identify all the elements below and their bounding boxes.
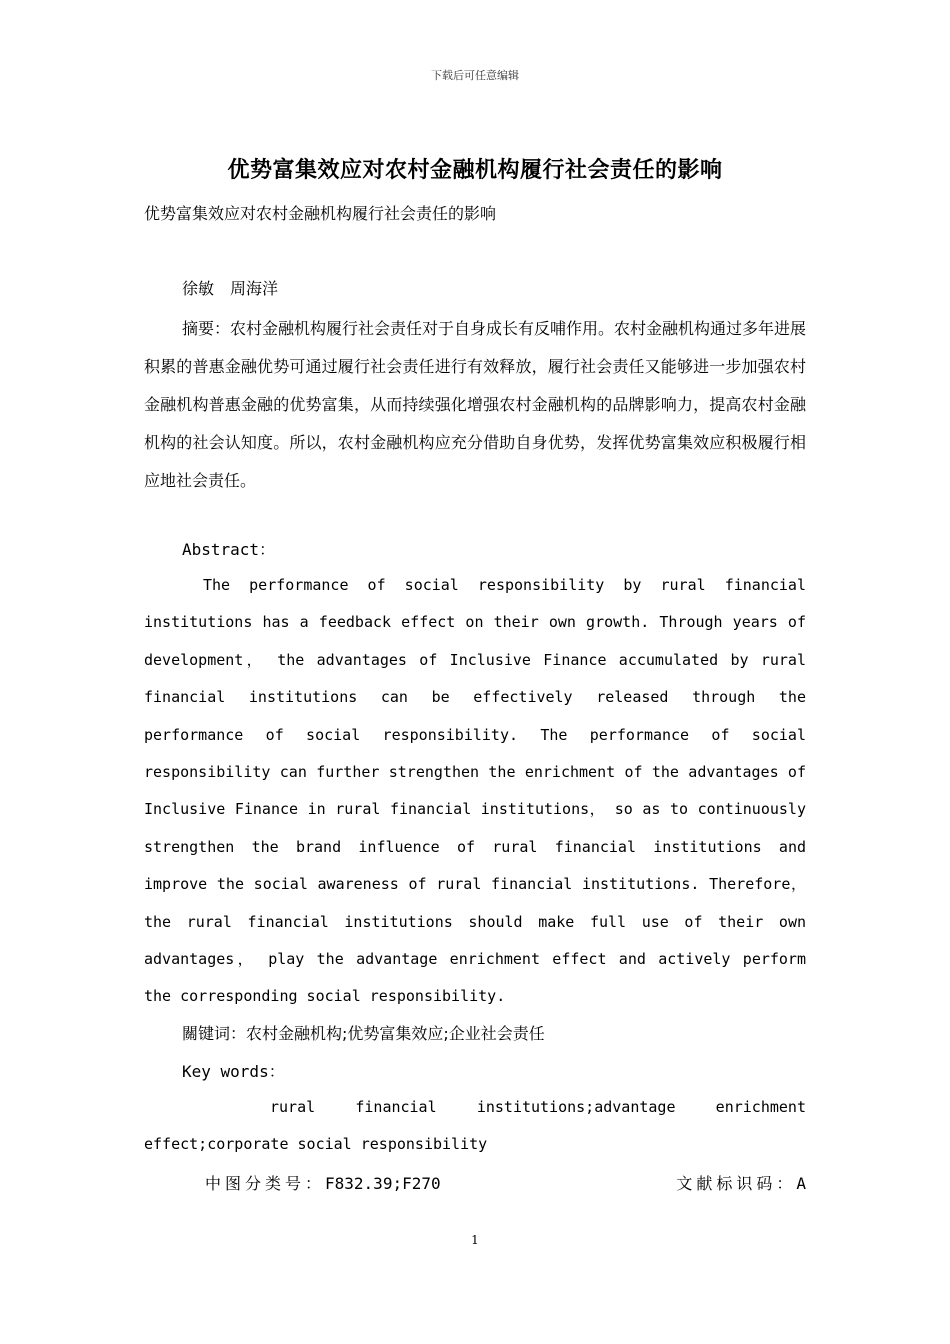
- page-header-note: 下载后可任意编辑: [431, 69, 519, 82]
- keywords-chinese: 關键词：农村金融机构;优势富集效应;企业社会责任: [182, 1024, 545, 1043]
- clc-label: 中图分类号：: [205, 1174, 326, 1193]
- keywords-english: rural financial institutions;advantage enrichment effect;corporate social responsibility: [144, 1098, 806, 1154]
- authors: 徐敏 周海洋: [182, 279, 279, 298]
- abstract-english-label: Abstract：: [182, 540, 276, 559]
- document-title: 优势富集效应对农村金融机构履行社会责任的影响: [227, 158, 723, 183]
- keywords-english-label: Key words：: [182, 1062, 285, 1081]
- abstract-english: The performance of social responsibility by rural financial institutions has a feedback effect on their own growth. Through years of development， the advantages of Inclusive Finance accumulated by rural financial institutions can be effectively released through the performance of social responsibility. The performance of social responsibility can further strengthen the enrichment of the advantages of Inclusive Finance in rural financial institutions， so as to continuously strengthen the brand influence of rural financial institutions and improve the social awareness of rural financial institutions. Therefore， the rural financial institutions should make full use of their own advantages， play the advantage enrichment effect and actively perform the corresponding social responsibility.: [144, 576, 806, 1006]
- clc-number: [205, 1171, 441, 1194]
- abstract-chinese: 摘要：农村金融机构履行社会责任对于自身成长有反哺作用。农村金融机构通过多年进展积累的普惠金融优势可通过履行社会责任进行有效释放，履行社会责任又能够进一步加强农村金融机构普惠金融的优势富集，从而持续强化增强农村金融机构的品牌影响力，提高农村金融机构的社会认知度。所以，农村金融机构应充分借助自身优势，发挥优势富集效应积极履行相应地社会责任。: [144, 319, 807, 490]
- document-code: [676, 1171, 806, 1194]
- document-subtitle: 优势富集效应对农村金融机构履行社会责任的影响: [144, 204, 497, 223]
- classification-row: [205, 1171, 806, 1195]
- document-code-value: A: [796, 1174, 806, 1193]
- document-code-label: 文献标识码：: [676, 1174, 797, 1193]
- page-number: 1: [471, 1233, 479, 1247]
- clc-value: F832.39;F270: [325, 1174, 441, 1193]
